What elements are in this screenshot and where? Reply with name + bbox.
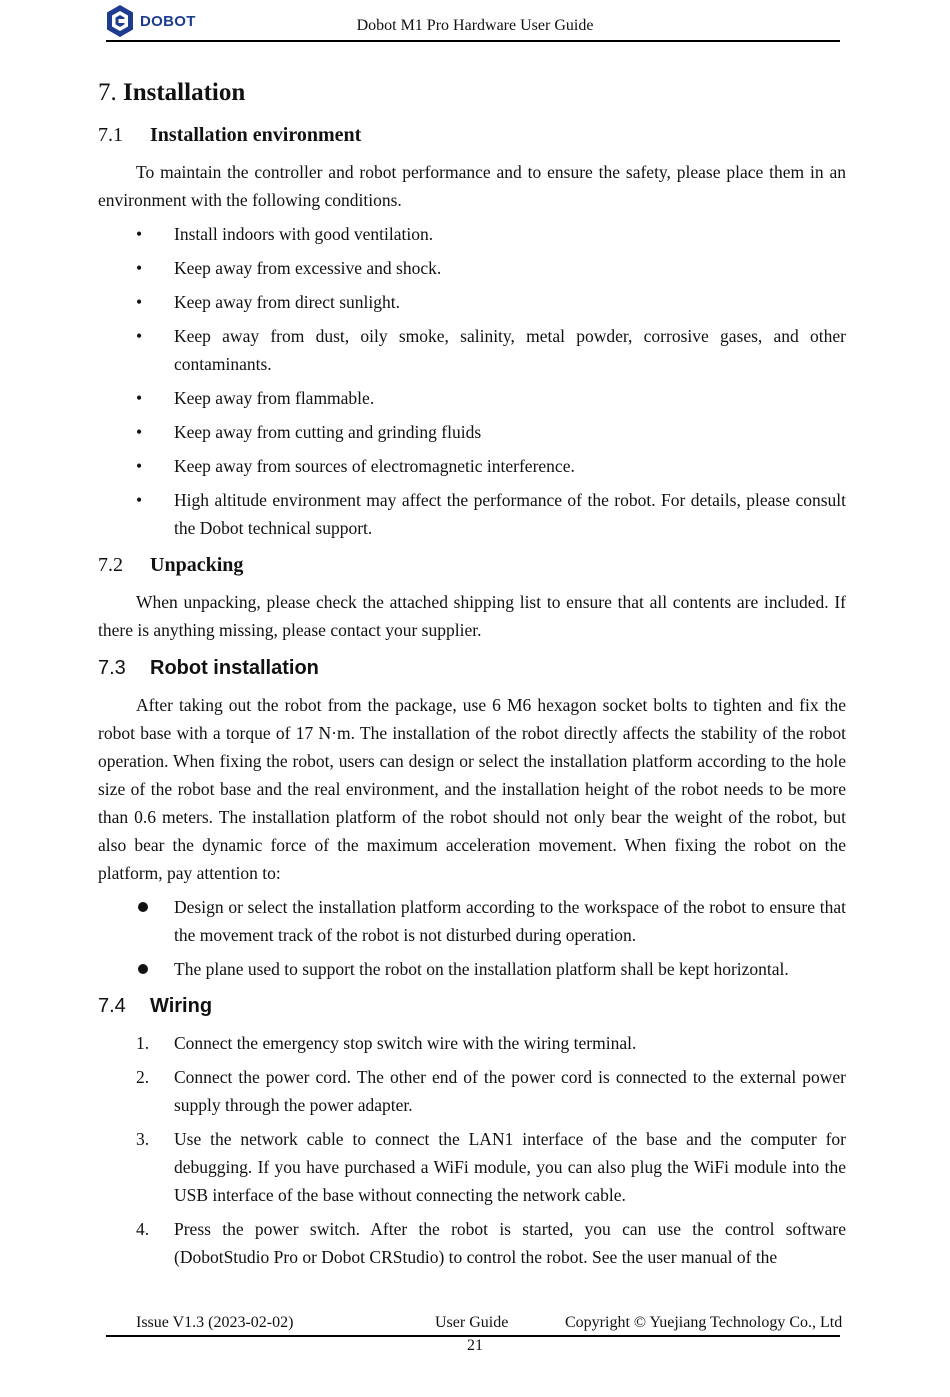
chapter-heading [98,76,846,110]
list-item-text: Keep away from direct sunlight. [174,292,400,312]
bullet-icon: • [136,388,143,408]
list-item-text: High altitude environment may affect the performance of the robot. For details, please consult the Dobot technical support. [174,490,846,538]
list-item-text: Keep away from flammable. [174,388,375,408]
bullet-icon: • [136,422,143,442]
section-number: 7.3 [98,657,126,679]
page-content [98,76,846,1271]
list-item [98,955,846,983]
step-number: 2. [136,1067,150,1087]
issue-version: Issue V1.3 (2023-02-02) [136,1314,294,1331]
list-item [98,893,846,949]
environment-list [98,220,846,542]
section-intro: When unpacking, please check the attached shipping list to ensure that all contents are included. If there is anything missing, please contact your supplier. [98,592,846,640]
step-number: 1. [136,1033,150,1053]
list-item-text: Keep away from excessive and shock. [174,258,442,278]
page-header [0,0,950,44]
section-title: Unpacking [150,554,244,576]
bullet-icon: • [136,490,143,510]
list-item-text: The plane used to support the robot on the installation platform shall be kept horizontal. [174,959,789,979]
section-heading-7-3 [98,654,846,682]
section-heading-7-4 [98,992,846,1020]
list-item [98,254,846,282]
list-item-text: Design or select the installation platform according to the workspace of the robot to ensure that the movement track of the robot is not disturbed during operation. [174,897,846,945]
list-item [98,322,846,378]
step-item [98,1029,846,1057]
list-item [98,288,846,316]
list-item [98,486,846,542]
step-text: Connect the power cord. The other end of the power cord is connected to the external power supply through the power adapter. [174,1067,846,1115]
document-title: Dobot M1 Pro Hardware User Guide [356,17,594,34]
list-item-text: Install indoors with good ventilation. [174,224,434,244]
wiring-steps [98,1029,846,1271]
section-intro: To maintain the controller and robot performance and to ensure the safety, please place them in an environment with the following conditions. [98,162,846,210]
step-item [98,1063,846,1119]
page-number: 21 [467,1337,483,1354]
step-number: 4. [136,1219,150,1239]
bullet-icon: • [136,258,143,278]
step-text: Press the power switch. After the robot is started, you can use the control software (DobotStudio Pro or Dobot CRStudio) to control the robot. See the user manual of the [174,1219,846,1267]
list-item [98,220,846,248]
installation-notes-list [98,893,846,983]
section-title: Robot installation [150,657,319,679]
copyright-notice: Copyright © Yuejiang Technology Co., Ltd [565,1314,843,1331]
list-item [98,418,846,446]
bullet-icon: • [136,456,143,476]
chapter-number: 7. [98,79,117,106]
section-number: 7.2 [98,554,123,576]
section-number: 7.4 [98,995,126,1017]
bullet-icon: • [136,224,143,244]
step-item [98,1125,846,1209]
step-text: Use the network cable to connect the LAN1 interface of the base and the computer for debugging. If you have purchased a WiFi module, you can also plug the WiFi module into the USB interface of the base without connecting the network cable. [174,1129,846,1205]
step-item [98,1215,846,1271]
bullet-icon: • [136,326,143,346]
section-heading-7-1 [98,121,846,149]
list-item [98,452,846,480]
list-item-text: Keep away from dust, oily smoke, salinity, metal powder, corrosive gases, and other contaminants. [174,326,846,374]
list-item-text: Keep away from sources of electromagnetic interference. [174,456,575,476]
document-type: User Guide [435,1314,509,1331]
chapter-title: Installation [123,79,246,106]
bullet-icon: • [136,292,143,312]
bullet-icon [138,964,148,974]
step-text: Connect the emergency stop switch wire with the wiring terminal. [174,1033,637,1053]
list-item [98,384,846,412]
step-number: 3. [136,1129,150,1149]
section-number: 7.1 [98,124,123,146]
brand-name: DOBOT [140,12,196,30]
list-item-text: Keep away from cutting and grinding fluids [174,422,482,442]
section-title: Wiring [150,995,213,1017]
header-divider [106,40,840,42]
section-intro: After taking out the robot from the package, use 6 M6 hexagon socket bolts to tighten and fix the robot base with a torque of 17 N·m. The installation of the robot directly affects the stability of the robot operation. When fixing the robot, users can design or select the installation platform according to the hole size of the robot base and the real environment, and the installation height of the robot needs to be more than 0.6 meters. The installation platform of the robot should not only bear the weight of the robot, but also bear the dynamic force of the maximum acceleration movement. When fixing the robot on the platform, pay attention to: [98,695,846,883]
section-heading-7-2 [98,551,846,579]
bullet-icon [138,902,148,912]
section-title: Installation environment [150,124,362,146]
